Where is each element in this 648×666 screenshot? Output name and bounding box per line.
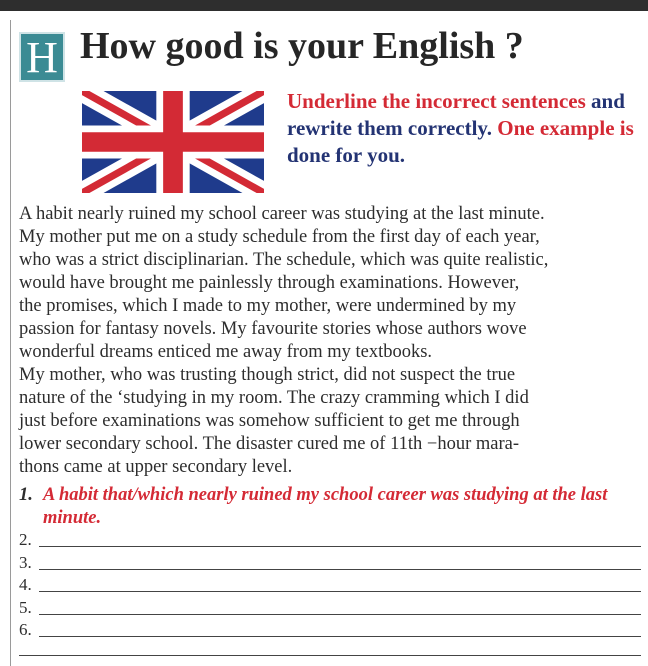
passage-line: A habit nearly ruined my school career was studying at the last minute. [19,204,545,224]
passage-line: nature of the ‘studying in my room. The crazy cramming which I did [19,388,529,408]
answer-line-4[interactable] [19,575,643,598]
answer-blank[interactable] [39,591,641,592]
instruction-part-1: Underline the incorrect sentences [287,89,586,113]
passage-line: thons came at upper secondary level. [19,457,293,477]
answer-line-6[interactable] [19,620,643,643]
example-answer-text: A habit that/which nearly ruined my school career was studying at the last minute. [43,485,608,528]
answer-line-5[interactable] [19,598,643,621]
page-title: How good is your English ? [80,25,524,67]
passage-line: passion for fantasy novels. My favourite stories whose authors wove [19,319,527,339]
answer-number: 5. [19,597,32,617]
passage-line: My mother put me on a study schedule from the first day of each year, [19,227,540,247]
reading-passage [19,203,643,479]
section-letter-badge: H [19,32,65,82]
instruction-part-4: done for you. [287,143,406,167]
answer-number: 3. [19,552,32,572]
passage-line: the promises, which I made to my mother, were undermined by my [19,296,517,316]
answer-blank[interactable] [39,614,641,615]
passage-line: who was a strict disciplinarian. The schedule, which was quite realistic, [19,250,549,270]
left-margin-rule [10,20,11,666]
answer-line-3[interactable] [19,553,643,576]
answer-number: 4. [19,575,32,594]
answer-list [19,484,643,643]
final-answer-blank[interactable] [19,655,641,656]
instruction-part-3: One example is [497,116,634,140]
answer-blank[interactable] [39,546,641,547]
top-border-bar [0,0,648,11]
answer-line-2[interactable] [19,530,643,553]
union-jack-flag-icon [82,91,264,193]
answer-blank[interactable] [39,636,641,637]
passage-line: wonderful dreams enticed me away from my textbooks. [19,342,433,362]
answer-blank[interactable] [39,569,641,570]
passage-line: lower secondary school. The disaster cured me of 11th −hour mara- [19,434,520,454]
example-number: 1. [19,485,33,505]
instruction-text [287,88,643,169]
example-answer [19,484,643,530]
passage-line: My mother, who was trusting though strict, did not suspect the true [19,365,516,385]
instruction-part-2: and rewrite them correctly. [287,89,625,140]
passage-line: just before examinations was somehow sufficient to get me through [19,411,520,431]
passage-line: would have brought me painlessly through examinations. However, [19,273,520,293]
answer-number: 6. [19,620,32,639]
answer-number: 2. [19,530,32,549]
